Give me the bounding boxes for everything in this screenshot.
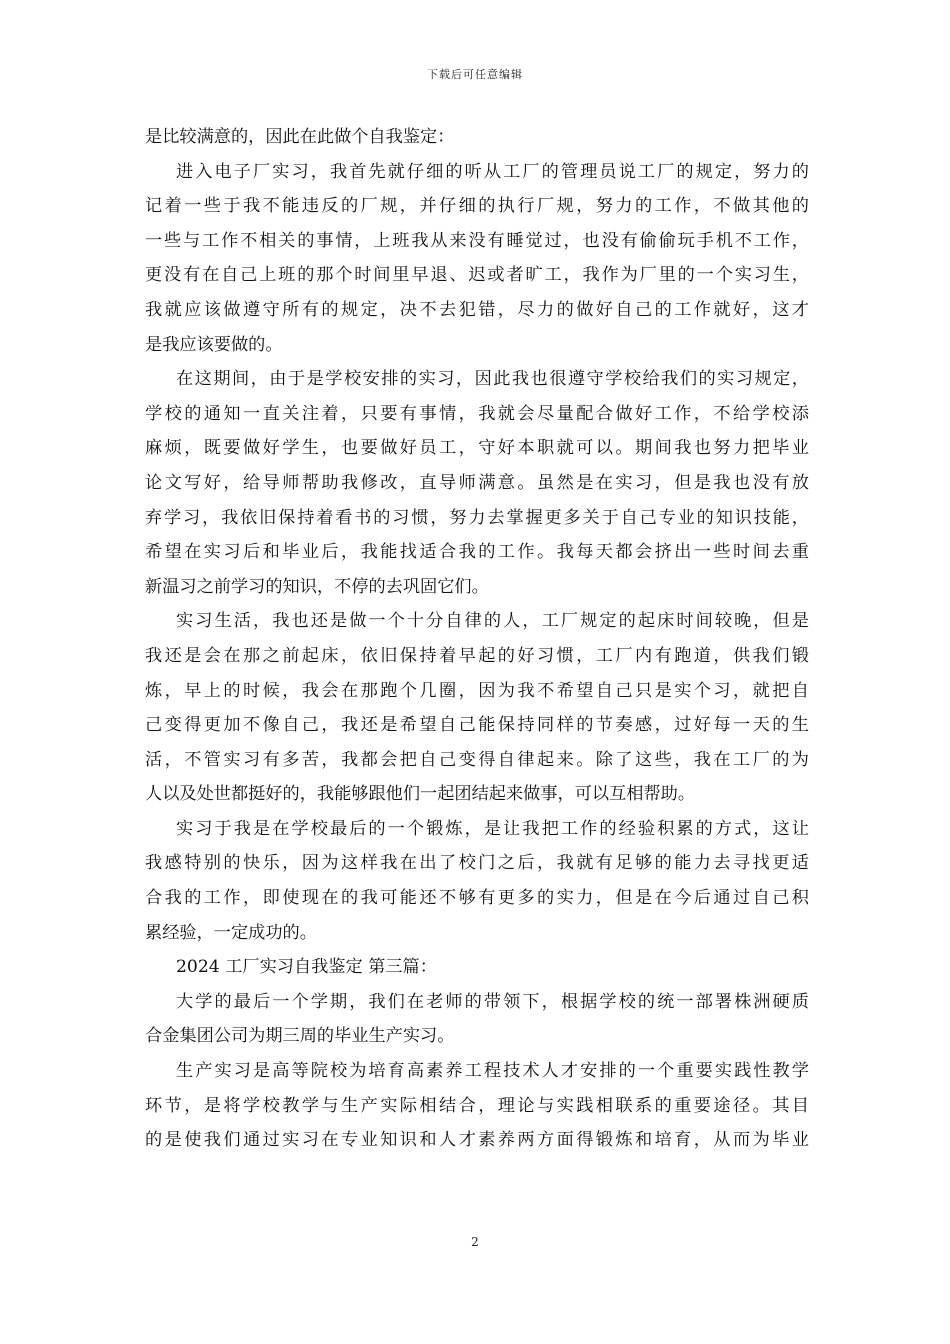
text-line: 实习于我是在学校最后的一个锻炼，是让我把工作的经验积累的方式，这让 bbox=[176, 818, 809, 839]
text-line: 学校的通知一直关注着，只要有事情，我就会尽量配合做好工作，不给学校添 bbox=[145, 403, 809, 424]
text-line: 是比较满意的，因此在此做个自我鉴定： bbox=[145, 127, 455, 147]
text-line: 麻烦，既要做好学生，也要做好员工，守好本职就可以。期间我也努力把毕业 bbox=[145, 438, 809, 459]
text-line: 炼，早上的时候，我会在那跑个几圈，因为我不希望自己只是实个习，就把自 bbox=[145, 680, 809, 701]
page-number: 2 bbox=[471, 1235, 479, 1249]
text-line: 实习生活，我也还是做一个十分自律的人，工厂规定的起床时间较晚，但是 bbox=[176, 611, 809, 632]
text-line: 合金集团公司为期三周的毕业生产实习。 bbox=[145, 1026, 455, 1047]
text-line: 大学的最后一个学期，我们在老师的带领下，根据学校的统一部署株洲硬质 bbox=[176, 991, 809, 1012]
text-line: 累经验，一定成功的。 bbox=[145, 922, 317, 943]
text-line: 我感特别的快乐，因为这样我在出了校门之后，我就有足够的能力去寻找更适 bbox=[145, 853, 809, 874]
text-line: 希望在实习后和毕业后，我能找适合我的工作。我每天都会挤出一些时间去重 bbox=[145, 542, 809, 563]
text-line: 新温习之前学习的知识，不停的去巩固它们。 bbox=[145, 576, 489, 597]
text-line: 记着一些于我不能违反的厂规，并仔细的执行厂规，努力的工作，不做其他的 bbox=[145, 196, 809, 217]
text-line: 我就应该做遵守所有的规定，决不去犯错，尽力的做好自己的工作就好，这才 bbox=[145, 299, 809, 320]
text-line: 论文写好，给导师帮助我修改，直导师满意。虽然是在实习，但是我也没有放 bbox=[145, 472, 809, 493]
text-line: 生产实习是高等院校为培育高素养工程技术人才安排的一个重要实践性教学 bbox=[176, 1061, 809, 1082]
text-line: 我还是会在那之前起床，依旧保持着早起的好习惯，工厂内有跑道，供我们锻 bbox=[145, 645, 809, 666]
text-line: 2024 工厂实习自我鉴定 第三篇： bbox=[176, 957, 437, 978]
text-line: 的是使我们通过实习在专业知识和人才素养两方面得锻炼和培育，从而为毕业 bbox=[145, 1130, 809, 1151]
text-line: 是我应该要做的。 bbox=[145, 334, 283, 355]
text-line: 环节，是将学校教学与生产实际相结合，理论与实践相联系的重要途径。其目 bbox=[145, 1095, 809, 1116]
text-line: 在这期间，由于是学校安排的实习，因此我也很遵守学校给我们的实习规定， bbox=[176, 369, 809, 390]
text-line: 活，不管实习有多苦，我都会把自己变得自律起来。除了这些，我在工厂的为 bbox=[145, 749, 809, 770]
text-line: 一些与工作不相关的事情，上班我从来没有睡觉过，也没有偷偷玩手机不工作， bbox=[145, 230, 809, 251]
text-line: 弃学习，我依旧保持着看书的习惯，努力去掌握更多关于自己专业的知识技能， bbox=[145, 507, 809, 528]
text-line: 进入电子厂实习，我首先就仔细的听从工厂的管理员说工厂的规定，努力的 bbox=[176, 161, 809, 182]
document-body bbox=[145, 120, 809, 1158]
text-line: 合我的工作，即使现在的我可能还不够有更多的实力，但是在今后通过自己积 bbox=[145, 888, 809, 909]
page-header: 下载后可任意编辑 bbox=[427, 68, 523, 81]
text-line: 更没有在自己上班的那个时间里早退、迟或者旷工，我作为厂里的一个实习生， bbox=[145, 265, 809, 286]
text-line: 人以及处世都挺好的，我能够跟他们一起团结起来做事，可以互相帮助。 bbox=[145, 784, 696, 805]
text-line: 己变得更加不像自己，我还是希望自己能保持同样的节奏感，过好每一天的生 bbox=[145, 715, 809, 736]
